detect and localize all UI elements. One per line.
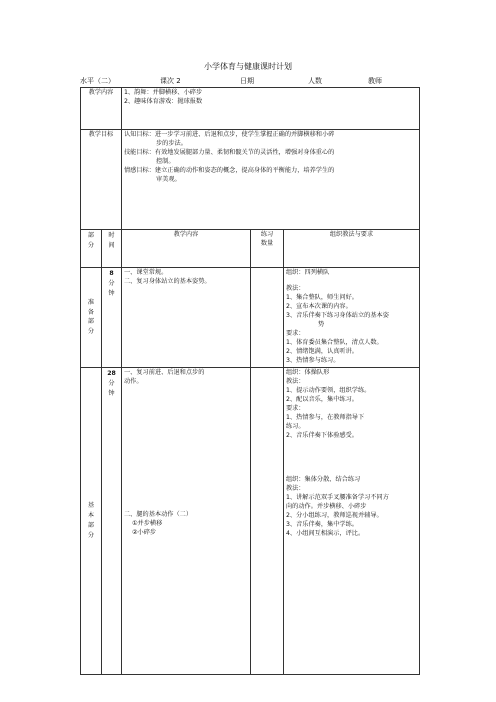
basic-method: 3、音乐伴奏，集中学练。 <box>286 520 358 528</box>
prep-req: 3、热情参与练习。 <box>286 356 340 364</box>
content-item: 2、趣味体育游戏：抛球报数 <box>124 97 203 105</box>
prep-part <box>81 268 102 368</box>
prep-method: 1、集合整队，师生问好。 <box>286 293 358 301</box>
basic-method-label: 教法： <box>286 377 305 385</box>
basic-method: 2、配以音乐，集中练习。 <box>286 395 358 403</box>
basic-method: 1、讲解示范双手叉腰准备学习不同方 <box>286 493 389 501</box>
header-part <box>81 230 102 268</box>
prep-time-unit: 分钟 <box>108 279 115 297</box>
header-practice-text: 练习数量 <box>260 231 274 247</box>
basic-content-item: 二、腿的基本动作（二） <box>124 510 193 518</box>
header-part-text: 部分 <box>87 232 95 249</box>
prep-method: 2、宣布本次课的内容。 <box>286 302 352 310</box>
prep-part-text: 准备部分 <box>87 298 95 336</box>
content-row <box>81 88 420 130</box>
header-row <box>81 230 420 268</box>
basic-method-cont: 向的动作。并步横移、小碎步 <box>286 502 367 510</box>
goal-skill-cont: 控制。 <box>156 157 175 165</box>
basic-content-item: 一、复习前进、后退和点步的 <box>124 368 205 376</box>
content-label: 教学内容 <box>81 88 122 130</box>
basic-method-label: 教法： <box>286 484 305 492</box>
basic-row <box>81 367 420 674</box>
lesson-plan-table <box>80 87 420 675</box>
prep-method-label: 教法： <box>286 284 305 292</box>
content-cell <box>122 88 420 130</box>
basic-part <box>81 367 102 674</box>
header-content: 教学内容 <box>122 230 251 268</box>
goal-affect-cont: 审美观。 <box>156 175 181 183</box>
prep-practice <box>251 268 284 368</box>
teacher-label: 教师 <box>368 77 382 85</box>
header-time-text: 时间 <box>108 232 115 249</box>
prep-org <box>284 268 420 368</box>
prep-content <box>122 268 251 368</box>
prep-content-item: 一、课堂常规。 <box>124 269 168 276</box>
basic-req: 2、音乐伴奏下体验感受。 <box>286 431 358 439</box>
basic-org-title: 组织：集体分散、结合练习 <box>286 475 361 483</box>
prep-method-cont: 势 <box>318 320 325 328</box>
people-label: 人数 <box>308 77 322 85</box>
header-practice <box>251 230 284 268</box>
basic-org <box>284 367 420 674</box>
basic-subitem: ②小碎步 <box>132 528 157 536</box>
prep-method: 3、音乐伴奏下练习身体站立的基本姿 <box>286 311 389 319</box>
basic-part-text: 基本部分 <box>87 502 95 539</box>
header-org: 组织教法与要求 <box>284 230 420 268</box>
basic-req: 1、热情参与，在教师指导下 <box>286 413 365 421</box>
prep-content-item: 二、复习身体站立的基本姿势。 <box>124 277 211 285</box>
prep-req: 2、情绪饱满，认真听讲。 <box>286 347 358 355</box>
basic-method: 4、小组间互相演示，评比。 <box>286 529 365 537</box>
prep-row <box>81 268 420 368</box>
goal-cognitive-cont: 步的步法。 <box>156 139 187 147</box>
page-title: 小学体育与健康课时计划 <box>204 62 292 71</box>
basic-org-title: 组织：体操队形 <box>286 368 330 376</box>
prep-req: 1、体育委员集合整队，清点人数。 <box>286 338 383 346</box>
basic-time-num: 28 <box>107 369 116 377</box>
basic-time <box>102 367 122 674</box>
date-label: 日期 <box>240 77 254 85</box>
goals-label: 教学目标 <box>81 130 122 230</box>
basic-content-cont: 动作。 <box>124 377 143 385</box>
goals-row <box>81 130 420 230</box>
content-item: 1、韵舞：并脚横移、小碎步 <box>124 89 203 96</box>
goals-cell <box>122 130 420 230</box>
goal-cognitive: 认知目标：进一步学习前进、后退和点步，使学生掌握正确的并脚横移和小碎 <box>124 131 335 138</box>
prep-time <box>102 268 122 368</box>
basic-time-unit: 分钟 <box>108 379 115 397</box>
level-label: 水平（二） <box>80 77 115 85</box>
basic-req: 练习。 <box>286 422 305 430</box>
goal-skill: 技能目标：有效地发展腿部力量、柔韧和髋关节的灵活性，增强对身体重心的 <box>124 148 335 156</box>
prep-org-title: 组织：四列横队 <box>286 269 330 276</box>
basic-practice <box>251 367 284 674</box>
basic-req-label: 要求： <box>286 404 305 412</box>
basic-content <box>122 367 251 674</box>
basic-method: 2、分小组练习，教师巡视并辅导。 <box>286 511 383 519</box>
header-time <box>102 230 122 268</box>
goal-affect: 情感目标：建立正确的动作和姿态的概念，提高身体的平衡能力，培养学生的 <box>124 166 335 174</box>
lesson-label: 课次 2 <box>160 77 181 85</box>
prep-req-label: 要求： <box>286 329 305 337</box>
basic-method: 1、提示动作要领，组织学练。 <box>286 386 371 394</box>
prep-time-num: 8 <box>109 270 114 277</box>
basic-subitem: ①并步横移 <box>132 519 163 527</box>
